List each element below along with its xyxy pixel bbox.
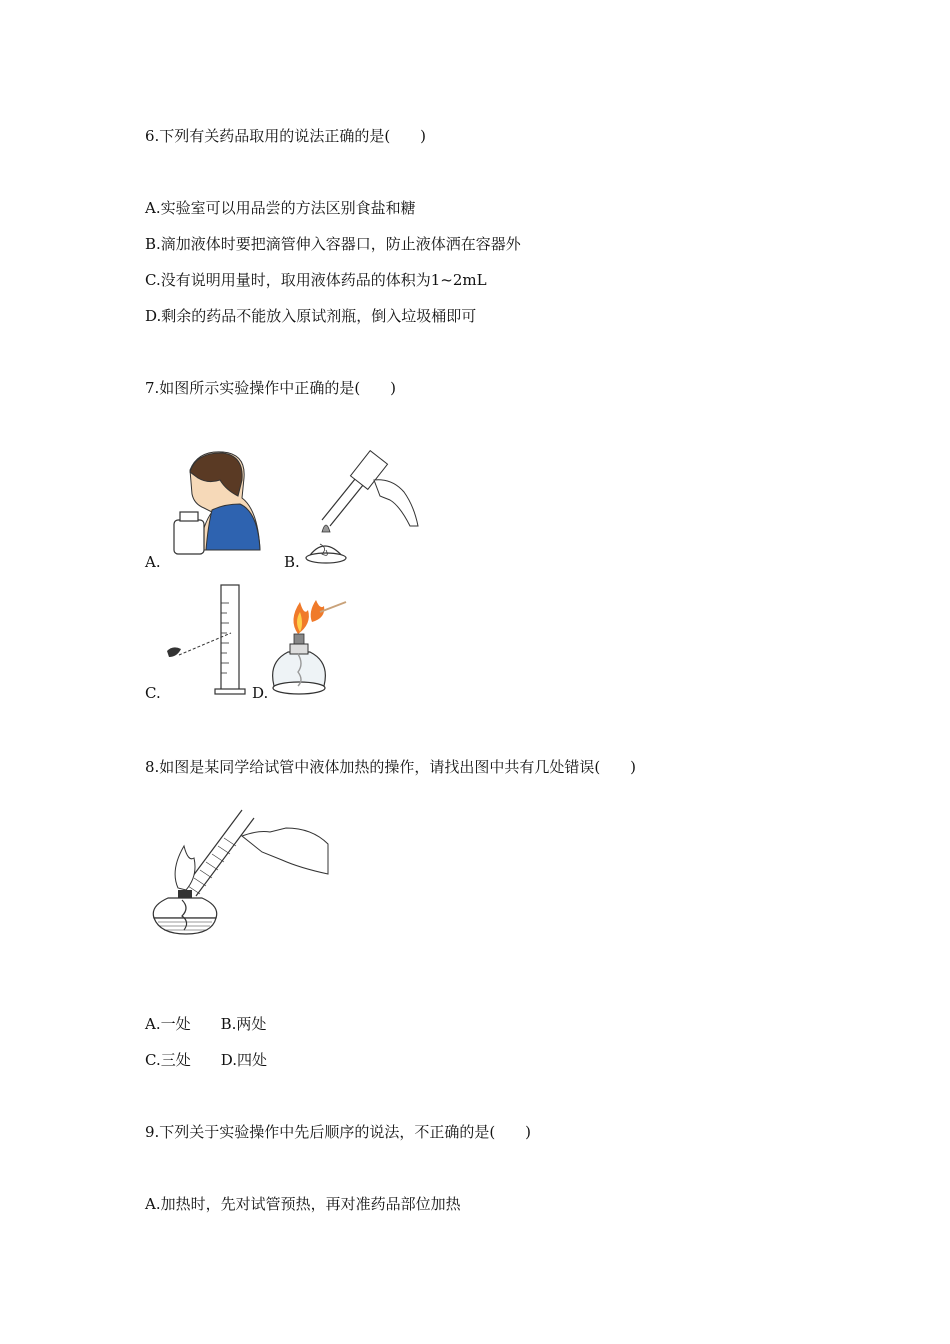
- q7-stem: 7.如图所示实验操作中正确的是( ): [145, 379, 397, 397]
- q9-stem: 9.下列关于实验操作中先后顺序的说法，不正确的是( ): [145, 1123, 532, 1141]
- figure-q8-heating-liquid: [150, 806, 330, 940]
- q6-option-a: A.实验室可以用品尝的方法区别食盐和糖: [145, 199, 416, 217]
- q6-option-d: D.剩余的药品不能放入原试剂瓶，倒入垃圾桶即可: [145, 307, 477, 325]
- q6-stem: 6.下列有关药品取用的说法正确的是( ): [145, 127, 427, 145]
- q6-option-c: C.没有说明用量时，取用液体药品的体积为1~2mL: [145, 271, 487, 289]
- q8-options-row-1: A.一处 B.两处: [145, 1015, 267, 1033]
- q7-label-c: C.: [145, 684, 161, 702]
- figure-a-smelling: [168, 450, 268, 558]
- q7-label-a: A.: [145, 553, 161, 571]
- q8-stem: 8.如图是某同学给试管中液体加热的操作，请找出图中共有几处错误( ): [145, 758, 637, 776]
- figure-c-cylinder-reading: [165, 583, 255, 698]
- q9-option-a: A.加热时，先对试管预热，再对准药品部位加热: [145, 1195, 461, 1213]
- q7-label-b: B.: [284, 553, 300, 571]
- q6-option-b: B.滴加液体时要把滴管伸入容器口，防止液体洒在容器外: [145, 235, 521, 253]
- q7-label-d: D.: [252, 684, 269, 702]
- q8-options-row-2: C.三处 D.四处: [145, 1051, 267, 1069]
- figure-d-lighting-lamp: [268, 596, 348, 700]
- figure-b-heating-tube: [300, 450, 420, 570]
